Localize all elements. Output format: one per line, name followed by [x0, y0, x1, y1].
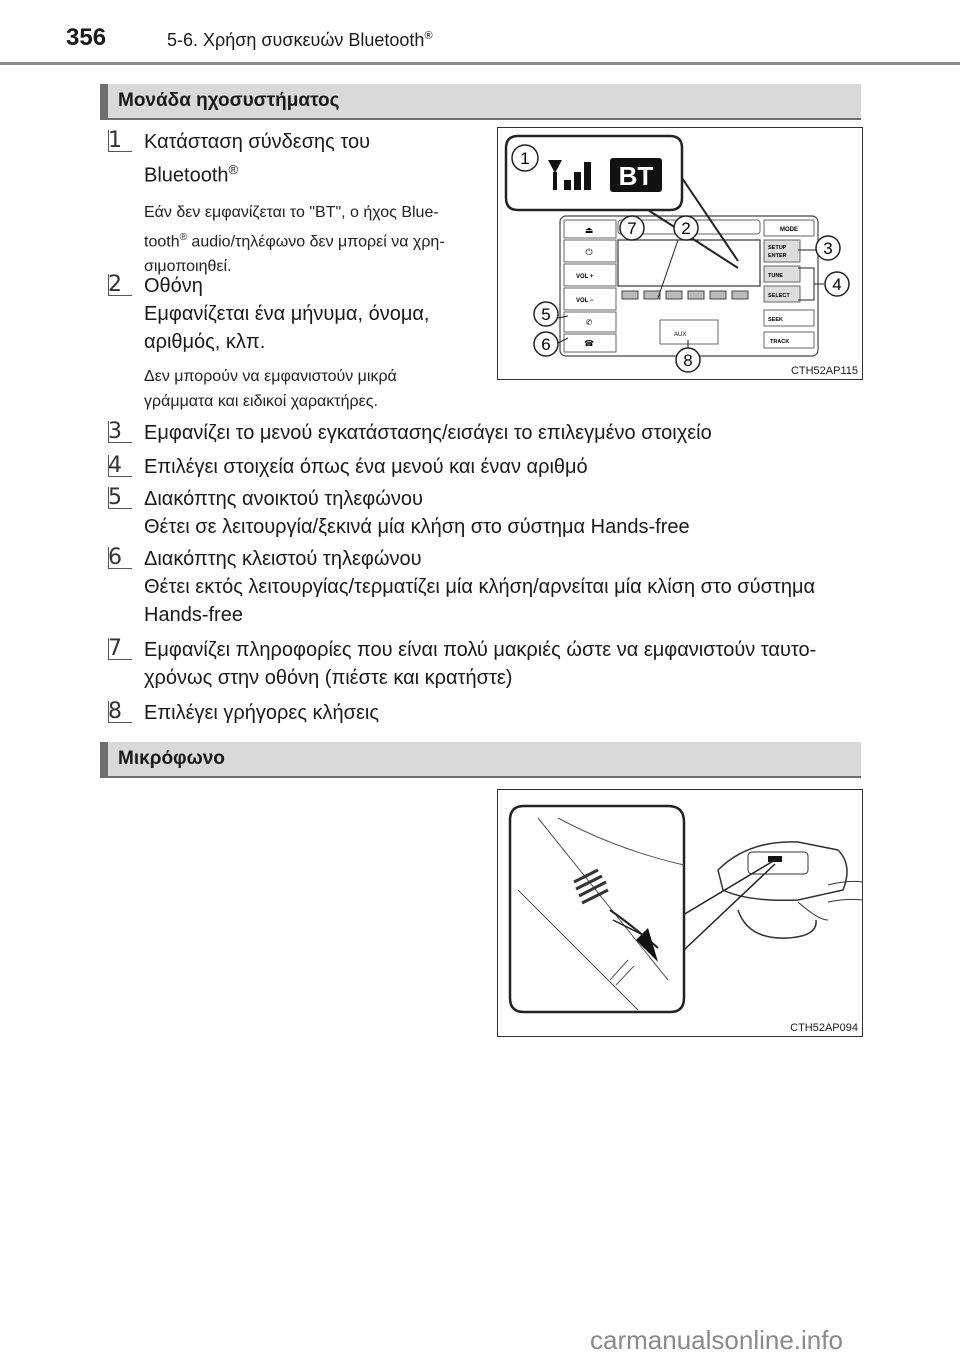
item-desc: αριθμός, κλπ.	[144, 331, 266, 353]
display-screen	[618, 240, 760, 286]
item-number: 3	[108, 419, 132, 443]
item-number: 6	[108, 545, 132, 569]
item-number: 7	[108, 636, 132, 660]
preset-button	[622, 291, 638, 299]
item-note: Δεν μπορούν να εμφανιστούν μικρά γράμματα και ειδικοί χαρακτήρες.	[144, 368, 397, 410]
setup-label: SETUP	[768, 245, 787, 251]
item-number: 1	[108, 128, 132, 152]
item-desc: Θέτει σε λειτουργία/ξεκινά μία κλήση στο σύστημα Hands-free	[144, 516, 690, 538]
header-rule	[0, 62, 960, 65]
vol-down-label: VOL −	[576, 298, 594, 304]
item-desc: Επιλέγει στοιχεία όπως ένα μενού και έναν αριθμό	[144, 456, 588, 478]
seek-label: SEEK	[768, 317, 783, 323]
item-desc: Εμφανίζει πληροφορίες που είναι πολύ μακριές ώστε να εμφανιστούν ταυτο-	[144, 639, 817, 661]
audio-unit-figure	[497, 127, 863, 380]
page-number: 356	[66, 24, 107, 51]
item-desc: Θέτει εκτός λειτουργίας/τερματίζει μία κλήση/αρνείται μία κλίση στο σύστημα	[144, 576, 816, 598]
callout-1: 1	[520, 149, 530, 168]
microphone-marker	[768, 856, 782, 862]
tune-label: TUNE	[768, 273, 783, 279]
callout-5: 5	[541, 305, 551, 324]
preset-button	[666, 291, 682, 299]
item-desc: Επιλέγει γρήγορες κλήσεις	[144, 702, 379, 724]
callout-8: 8	[683, 351, 693, 370]
item-desc: Εμφανίζει το μενού εγκατάστασης/εισάγει το επιλεγμένο στοιχείο	[144, 422, 712, 444]
item-title: Διακόπτης ανοικτού τηλεφώνου	[144, 488, 423, 510]
vol-up-label: VOL +	[576, 274, 594, 280]
microphone-figure	[497, 789, 863, 1037]
callout-2: 2	[681, 219, 691, 238]
item-title: Bluetooth®	[144, 162, 239, 187]
callout-3: 3	[823, 239, 833, 258]
item-desc: Hands-free	[144, 604, 243, 626]
callout-7: 7	[627, 219, 637, 238]
chapter-title: 5-6. Χρήση συσκευών Bluetooth®	[167, 30, 433, 50]
audio-unit-illustration	[498, 128, 862, 379]
power-icon: ⏻	[585, 248, 593, 258]
item-number: 4	[108, 453, 132, 477]
microphone-illustration	[498, 790, 862, 1036]
item-desc: Εμφανίζεται ένα μήνυμα, όνομα,	[144, 303, 430, 325]
section-heading-audio-unit: Μονάδα ηχοσυστήματος	[100, 84, 861, 118]
callout-6: 6	[541, 335, 551, 354]
mode-label: MODE	[780, 227, 798, 233]
preset-button	[710, 291, 726, 299]
bt-label: BT	[618, 161, 654, 191]
aux-label: AUX	[674, 332, 687, 338]
item-number: 5	[108, 485, 132, 509]
callout-4: 4	[832, 275, 842, 294]
phone-hangup-icon: ☎	[584, 339, 594, 348]
eject-icon: ⏏	[584, 226, 594, 236]
item-title: Διακόπτης κλειστού τηλεφώνου	[144, 548, 422, 570]
item-number: 8	[108, 699, 132, 723]
item-desc: χρόνως στην οθόνη (πιέστε και κρατήστε)	[144, 667, 513, 689]
item-title: Οθόνη	[144, 275, 203, 297]
item-title: Κατάσταση σύνδεσης του	[144, 131, 371, 153]
select-label: SELECT	[768, 293, 790, 299]
watermark: carmanualsonline.info	[590, 1325, 843, 1355]
track-label: TRACK	[770, 339, 790, 345]
enter-label: ENTER	[768, 253, 787, 259]
section-rule	[100, 118, 861, 120]
section-rule	[100, 776, 861, 778]
figure-caption: CTH52AP115	[790, 365, 858, 377]
rearview-mirror	[738, 910, 816, 938]
item-note: Εάν δεν εμφανίζεται το "BT", ο ήχος Blue- tooth® audio/τηλέφωνο δεν μπορεί να χρη- σιμοποιηθεί.	[144, 203, 445, 275]
phone-pickup-icon: ✆	[585, 318, 593, 327]
figure-caption: CTH52AP094	[790, 1022, 858, 1034]
item-number: 2	[108, 272, 132, 296]
preset-button	[732, 291, 748, 299]
section-heading-microphone: Μικρόφωνο	[100, 742, 861, 776]
page-header	[0, 0, 960, 70]
preset-button	[688, 291, 704, 299]
